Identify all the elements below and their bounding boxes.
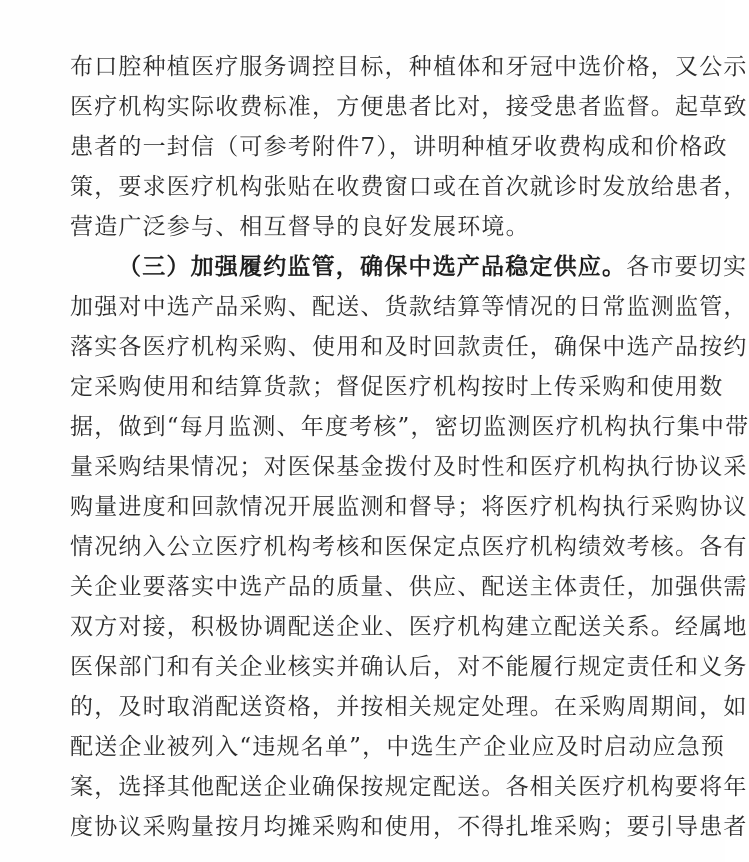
- text-line: 案，选择其他配送企业确保按规定配送。各相关医疗机构要将年: [70, 774, 748, 800]
- text-line: 度协议采购量按月均摊采购和使用，不得扎堆采购；要引导患者: [70, 814, 748, 840]
- text-line: 定采购使用和结算货款；督促医疗机构按时上传采购和使用数: [70, 374, 724, 400]
- text-line: 关企业要落实中选产品的质量、供应、配送主体责任，加强供需: [70, 574, 748, 600]
- text-line: 配送企业被列入“违规名单”，中选生产企业应及时启动应急预: [70, 734, 726, 760]
- text-line: 布口腔种植医疗服务调控目标，种植体和牙冠中选价格，又公示: [70, 54, 748, 80]
- text-line: 量采购结果情况；对医保基金拨付及时性和医疗机构执行协议采: [70, 454, 748, 480]
- text-line: 的，及时取消配送资格，并按相关规定处理。在采购周期间，如: [70, 694, 748, 720]
- text-line: 患者的一封信（可参考附件7），讲明种植牙收费构成和价格政: [70, 134, 728, 160]
- text-line: 策，要求医疗机构张贴在收费窗口或在首次就诊时发放给患者，: [70, 174, 748, 200]
- section-heading-continuation: 各市要切实: [626, 254, 748, 280]
- text-line: 情况纳入公立医疗机构考核和医保定点医疗机构绩效考核。各有: [70, 534, 748, 560]
- text-line: 购量进度和回款情况开展监测和督导；将医疗机构执行采购协议: [70, 494, 748, 520]
- text-line: 双方对接，积极协调配送企业、医疗机构建立配送关系。经属地: [70, 614, 748, 640]
- section-heading: （三）加强履约监管，确保中选产品稳定供应。: [118, 253, 627, 280]
- text-line: 医疗机构实际收费标准，方便患者比对，接受患者监督。起草致: [70, 94, 748, 120]
- text-line: 加强对中选产品采购、配送、货款结算等情况的日常监测监管，: [70, 294, 748, 320]
- text-line: 落实各医疗机构采购、使用和及时回款责任，确保中选产品按约: [70, 334, 748, 360]
- text-line: 医保部门和有关企业核实并确认后，对不能履行规定责任和义务: [70, 654, 748, 680]
- text-line: 据，做到“每月监测、年度考核”，密切监测医疗机构执行集中带: [70, 414, 749, 440]
- section-heading-line: [118, 252, 748, 282]
- text-line: 营造广泛参与、相互督导的良好发展环境。: [70, 214, 530, 240]
